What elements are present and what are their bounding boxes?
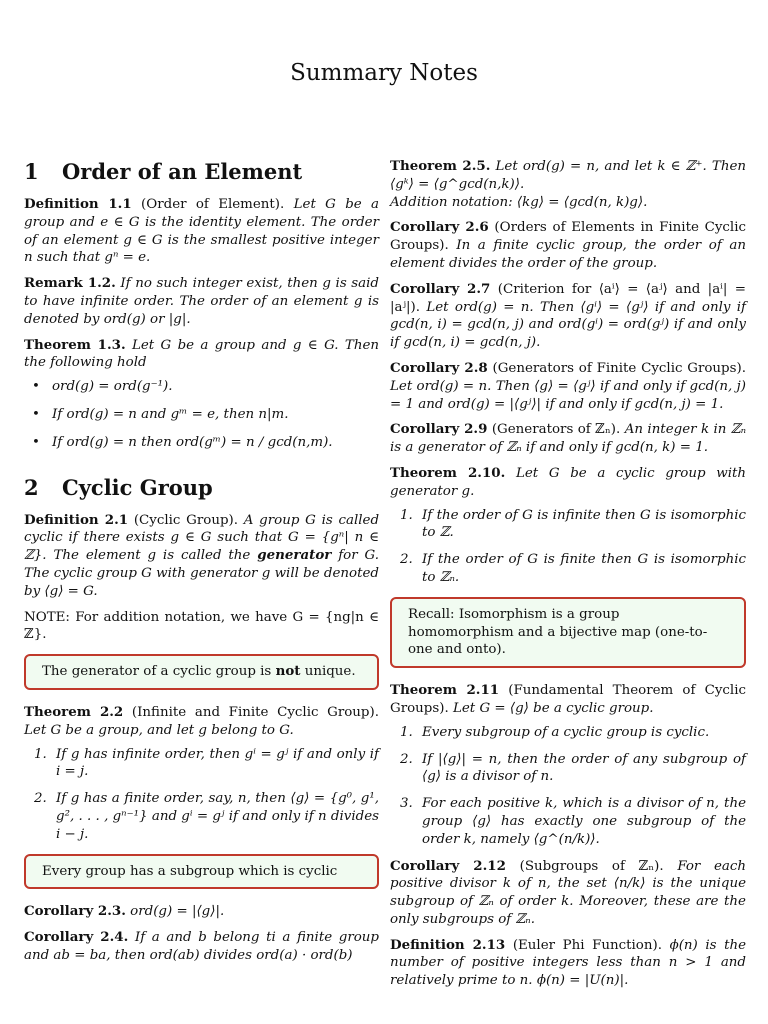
theorem-body: Let G be a group, and let g belong to G.	[24, 722, 294, 738]
corollary-2-8	[390, 360, 746, 413]
item-text: For each positive k, which is a divisor of n, the group ⟨g⟩ has exactly one subgroup of the order k, namely ⟨g^(n/k)⟩.	[422, 796, 746, 847]
theorem-numbered-list	[24, 746, 379, 844]
addition-notation: Addition notation: ⟨kg⟩ = ⟨gcd(n, k)g⟩.	[390, 194, 648, 210]
theorem-numbered-list	[390, 507, 746, 587]
note-text: NOTE: For addition notation, we have G = {ng|n ∈ ℤ}.	[24, 609, 379, 643]
corollary-2-9	[390, 421, 746, 457]
definition-body: Let G be a group and e ∈ G is the identity element. The order of an element g ∈ G is the smallest positive integer n such that gⁿ = e.	[24, 197, 380, 266]
list-item	[400, 795, 746, 848]
list-item: • If ord(g) = n then ord(gᵐ) = n / gcd(n,m).	[52, 434, 379, 452]
definition-label: Definition 2.13	[390, 936, 506, 953]
highlight-box: Every group has a subgroup which is cyclic	[24, 854, 379, 890]
remark-label: Remark 1.2.	[24, 275, 116, 292]
item-number: 2.	[400, 552, 413, 568]
item-number: 1.	[34, 746, 47, 762]
list-item: • ord(g) = ord(g⁻¹).	[52, 378, 379, 396]
theorem-label: Theorem 2.5.	[390, 158, 491, 174]
theorem-label: Theorem 2.10.	[390, 464, 506, 481]
definition-2-13	[390, 937, 746, 990]
item-text: If g has a finite order, say, n, then ⟨g⟩ = {g⁰, g¹, g², . . . , gⁿ⁻¹} and gⁱ = gʲ if and only if n divides i − j.	[56, 791, 379, 842]
theorem-2-10	[390, 465, 746, 587]
corollary-label: Corollary 2.8	[390, 359, 488, 376]
theorem-label: Theorem 2.2	[24, 703, 124, 720]
item-number: 2.	[400, 751, 413, 767]
corollary-2-4	[24, 929, 379, 965]
definition-body-end: for G. The cyclic group G with generator g will be denoted by ⟨g⟩ = G.	[24, 548, 380, 599]
list-item	[400, 751, 746, 787]
highlight-box	[24, 654, 379, 690]
corollary-name: (Criterion for ⟨aⁱ⟩ = ⟨aʲ⟩ and |aⁱ| = |aʲ|).	[390, 281, 746, 315]
definition-label: Definition 2.1	[24, 511, 129, 528]
corollary-body: Let ord(g) = n. Then ⟨g⟩ = ⟨gʲ⟩ if and only if gcd(n, j) = 1 and ord(g) = |⟨gʲ⟩| if and only if gcd(n, j) = 1.	[390, 378, 746, 412]
theorem-numbered-list	[390, 724, 746, 849]
theorem-name: (Fundamental Theorem of Cyclic Groups).	[390, 683, 746, 716]
remark-1-2	[24, 275, 379, 328]
corollary-body: Let ord(g) = n. Then ⟨gⁱ⟩ = ⟨gʲ⟩ if and only if gcd(n, i) = gcd(n, j) and ord(gⁱ) = ord(gʲ) if and only if gcd(n, i) = gcd(n, j).	[390, 299, 746, 351]
definition-name: (Euler Phi Function).	[512, 937, 662, 953]
section-heading-1	[24, 158, 379, 186]
left-column	[24, 158, 379, 973]
item-text: Every subgroup of a cyclic group is cyclic.	[422, 724, 710, 740]
corollary-name: (Generators of ℤₙ).	[491, 422, 621, 438]
definition-label: Definition 1.1	[24, 196, 132, 212]
definition-name: (Order of Element).	[141, 197, 285, 212]
corollary-body: If a and b belong ti a finite group and ab = ba, then ord(ab) divides ord(a) · ord(b)	[24, 930, 379, 963]
corollary-name: (Orders of Elements in Finite Cyclic Groups).	[390, 220, 746, 254]
theorem-2-11	[390, 682, 746, 848]
list-item	[34, 790, 379, 843]
item-number: 1.	[400, 507, 413, 523]
remark-body: If no such integer exist, then g is said to have infinite order. The order of an element g is denoted by ord(g) or |g|.	[24, 276, 379, 327]
item-text: If the order of G is finite then G is isomorphic to ℤₙ.	[422, 552, 746, 585]
box-text: The generator of a cyclic group is	[42, 664, 272, 680]
corollary-body: For each positive divisor k of n, the set ⟨n/k⟩ is the unique subgroup of ℤₙ of order k. Moreover, these are the only subgroups of ℤₙ.	[390, 858, 747, 927]
corollary-label: Corollary 2.9	[390, 421, 488, 438]
corollary-label: Corollary 2.4.	[24, 929, 129, 946]
page-title: Summary Notes	[290, 60, 478, 86]
list-item: • If ord(g) = n and gᵐ = e, then n|m.	[52, 406, 379, 424]
definition-body: A group G is called cyclic if there exists g ∈ G such that G = {gⁿ| n ∈ ℤ}. The element g is called the	[24, 512, 380, 564]
corollary-label: Corollary 2.12	[390, 857, 506, 874]
theorem-name: (Infinite and Finite Cyclic Group).	[131, 704, 379, 720]
item-number: 1.	[400, 724, 413, 740]
theorem-2-2	[24, 704, 379, 844]
theorem-body: Let G be a group and g ∈ G. Then the following hold	[24, 337, 379, 371]
item-text: If the order of G is infinite then G is isomorphic to ℤ.	[422, 507, 746, 541]
theorem-2-5	[390, 158, 746, 211]
corollary-label: Corollary 2.3.	[24, 903, 126, 920]
theorem-bullet-list	[24, 378, 379, 451]
definition-name: (Cyclic Group).	[133, 512, 239, 528]
list-item	[400, 551, 746, 587]
theorem-body: Let ord(g) = n, and let k ∈ ℤ⁺. Then ⟨gᵏ⟩ = ⟨g^gcd(n,k)⟩.	[390, 159, 746, 192]
corollary-2-7	[390, 281, 746, 352]
definition-1-1	[24, 196, 379, 267]
corollary-body: An integer k in ℤₙ is a generator of ℤₙ if and only if gcd(n, k) = 1.	[390, 422, 747, 456]
corollary-body: In a finite cyclic group, the order of an element divides the order of the group.	[390, 238, 746, 271]
section-title: Order of an Element	[62, 159, 303, 184]
list-item	[400, 724, 746, 742]
box-text-end: unique.	[304, 664, 356, 680]
corollary-2-6	[390, 219, 746, 272]
corollary-label: Corollary 2.7	[390, 280, 491, 297]
section-heading-2	[24, 474, 379, 502]
box-bold-text: not	[275, 663, 301, 680]
corollary-label: Corollary 2.6	[390, 219, 489, 236]
theorem-1-3	[24, 337, 379, 452]
corollary-2-12	[390, 858, 746, 929]
definition-2-1	[24, 512, 379, 601]
section-title: Cyclic Group	[62, 474, 213, 500]
theorem-body: Let G = ⟨g⟩ be a cyclic group.	[452, 700, 654, 716]
item-text: If |⟨g⟩| = n, then the order of any subgroup of ⟨g⟩ is a divisor of n.	[422, 751, 746, 785]
section-number: 1	[24, 159, 39, 184]
item-number: 3.	[400, 796, 413, 812]
corollary-name: (Subgroups of ℤₙ).	[519, 858, 664, 874]
corollary-2-3	[24, 903, 379, 921]
section-number: 2	[24, 474, 39, 500]
list-item	[34, 746, 379, 782]
item-text: If g has infinite order, then gⁱ = gʲ if and only if i = j.	[56, 746, 379, 780]
right-column	[390, 158, 746, 998]
corollary-name: (Generators of Finite Cyclic Groups).	[492, 360, 746, 376]
theorem-label: Theorem 1.3.	[24, 336, 126, 353]
list-item	[400, 507, 746, 543]
theorem-body: Let G be a cyclic group with generator g.	[390, 465, 746, 499]
theorem-label: Theorem 2.11	[390, 682, 500, 699]
definition-body: ϕ(n) is the number of positive integers less than n > 1 and relatively prime to n. ϕ(n) = |U(n)|.	[390, 937, 746, 989]
corollary-body: ord(g) = |⟨g⟩|.	[130, 904, 225, 920]
item-number: 2.	[34, 791, 47, 807]
highlight-box: Recall: Isomorphism is a group homomorphism and a bijective map (one-to-one and onto).	[390, 597, 746, 668]
definition-bold-term: generator	[257, 547, 332, 564]
